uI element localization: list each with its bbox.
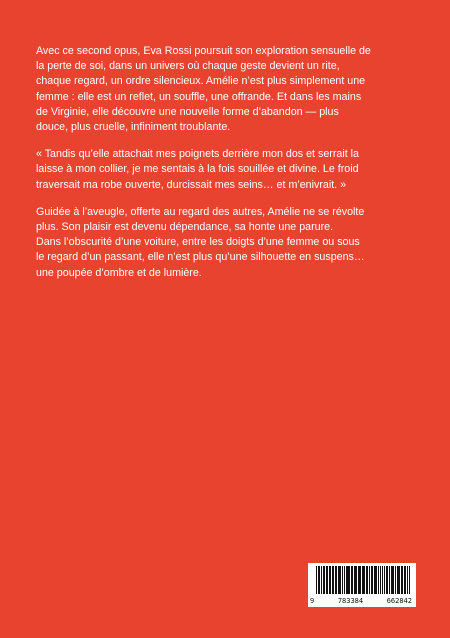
barcode-group-2: 662842 (386, 597, 412, 605)
barcode-bar (342, 566, 343, 594)
blurb (36, 44, 420, 293)
barcode-bar (404, 566, 405, 594)
barcode-bar (346, 566, 347, 594)
blurb-paragraph-quote: « Tandis qu’elle attachait mes poignets derrière mon dos et serrait la laisse à mon collier, je me sentais à la fois souillée et divine. Le froid traversait ma robe ouverte, durcissait mes seins… et m’enivrait. » (36, 148, 359, 191)
barcode-bar (352, 566, 353, 594)
barcode-bar (349, 566, 350, 594)
barcode-group-1: 783384 (337, 597, 364, 605)
barcode-bar (332, 566, 333, 594)
barcode-bar (369, 566, 370, 594)
barcode-bar (389, 566, 390, 594)
barcode-bar (316, 566, 317, 594)
barcode-bar (371, 566, 372, 594)
barcode-bar (355, 566, 356, 594)
barcode-bar (392, 566, 394, 594)
barcode-bar (407, 566, 408, 594)
barcode-bar (367, 566, 368, 594)
barcode-bar (319, 566, 320, 594)
barcode-bar (401, 566, 402, 594)
barcode-bar (321, 566, 322, 594)
barcode-bar (397, 566, 398, 594)
barcode-bar (339, 566, 341, 594)
barcode-bar (409, 566, 410, 594)
barcode-bar (398, 566, 399, 594)
isbn-barcode (308, 563, 416, 607)
barcode-bar (374, 566, 375, 594)
barcode-bar (382, 566, 383, 594)
barcode-bar (363, 566, 364, 594)
barcode-bar (378, 566, 379, 594)
barcode-bar (335, 566, 336, 594)
barcode-bar (380, 566, 381, 594)
barcode-bar (358, 566, 360, 594)
barcode-bar (405, 566, 406, 594)
barcode-bar (323, 566, 324, 594)
barcode-digits (308, 597, 416, 605)
barcode-bar (386, 566, 387, 594)
blurb-paragraph-summary: Guidée à l’aveugle, offerte au regard des autres, Amélie ne se révolte plus. Son plaisir est devenu dépendance, sa honte une parure. Dans l’obscurité d’une voiture, entre les doigts d’une femme ou sous le regard d’un passant, elle n’est plus qu’une silhouette en suspens… une poupée d’ombre et de lumière. (36, 205, 365, 279)
barcode-bar (330, 566, 331, 594)
barcode-bars (316, 566, 410, 594)
barcode-bar (347, 566, 348, 594)
barcode-bar (338, 566, 339, 594)
barcode-prefix: 9 (310, 597, 315, 605)
barcode-bar (375, 566, 377, 594)
barcode-bar (326, 566, 328, 594)
blurb-paragraph-intro: Avec ce second opus, Eva Rossi poursuit son exploration sensuelle de la perte de soi, dans un univers où chaque geste devient un rite, chaque regard, un ordre silencieux. Amélie n’est plus simplement une femme : elle est un reflet, un souffle, une offrande. Et dans les mains de Virginie, elle découvre une nouvelle forme d’abandon — plus douce, plus cruelle, infiniment troublante. (36, 45, 371, 134)
barcode-bar (360, 566, 361, 594)
